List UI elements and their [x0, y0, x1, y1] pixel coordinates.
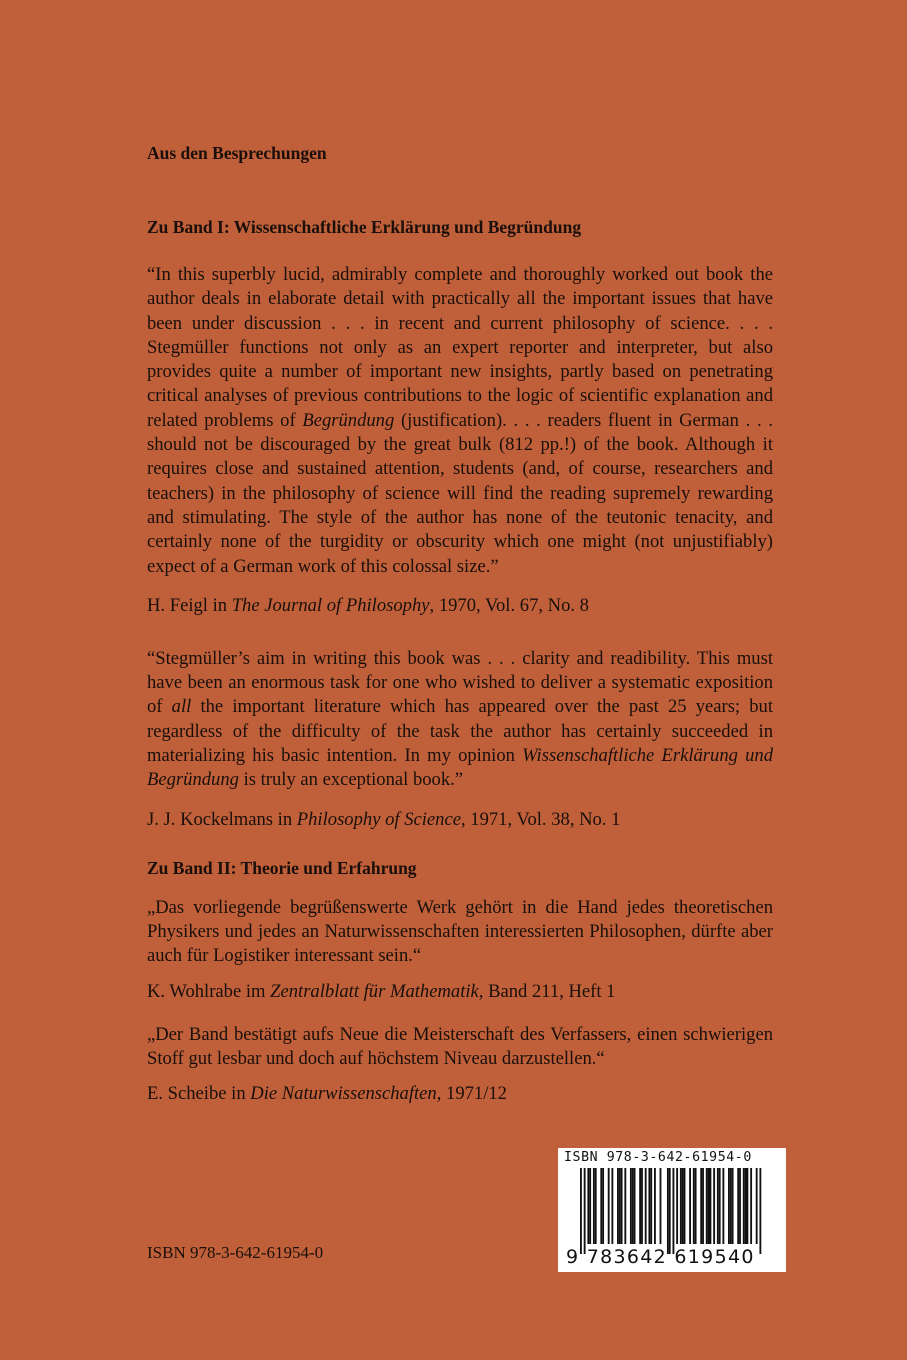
review-page	[147, 143, 773, 1106]
band2-review1-quote: „Das vorliegende begrüßenswerte Werk gehört in die Hand jedes theoretischen Physikers und jedes an Naturwissenschaften interessierten Philosophen, dürfte aber auch für Logistiker interessant sein.“	[147, 896, 773, 967]
band2-review1-citation: K. Wohlrabe im Zentralblatt für Mathematik, Band 211, Heft 1	[147, 980, 616, 1002]
band2-title: Zu Band II: Theorie und Erfahrung	[147, 857, 417, 878]
barcode-bar	[739, 1168, 741, 1244]
barcode-bar	[693, 1168, 695, 1244]
barcode-bar	[617, 1168, 619, 1244]
barcode-bar	[682, 1168, 684, 1244]
barcode-bar	[660, 1168, 662, 1244]
barcode-bar	[713, 1168, 715, 1244]
barcode-bar	[584, 1168, 586, 1254]
barcode-bar	[708, 1168, 710, 1244]
barcode-bar	[719, 1168, 721, 1244]
barcode-bar	[608, 1168, 610, 1244]
barcode-bar	[737, 1168, 739, 1244]
band1-title: Zu Band I: Wissenschaftliche Erklärung und Begründung	[147, 217, 582, 237]
band1-review1-citation: H. Feigl in The Journal of Philosophy, 1970, Vol. 67, No. 8	[147, 594, 589, 616]
barcode-bar	[624, 1168, 626, 1244]
page-heading: Aus den Besprechungen	[147, 143, 327, 163]
barcode-bar	[745, 1168, 747, 1244]
barcode-bar	[676, 1168, 678, 1244]
barcode-bar	[717, 1168, 719, 1244]
barcode-bar	[759, 1168, 761, 1254]
barcode-bar	[600, 1168, 602, 1244]
barcode-bar	[589, 1168, 591, 1244]
barcode-bar	[648, 1168, 650, 1244]
barcode-bar	[756, 1168, 758, 1244]
barcode-bar	[750, 1168, 752, 1244]
barcode-bar	[684, 1168, 686, 1244]
barcode-isbn-label: ISBN 978-3-642-61954-0	[564, 1150, 752, 1165]
barcode-bar	[669, 1168, 671, 1254]
barcode-bar	[732, 1168, 734, 1244]
barcode-bar	[595, 1168, 597, 1244]
barcode-bar	[580, 1168, 582, 1254]
barcode-bar	[630, 1168, 632, 1244]
barcode-bar	[650, 1168, 652, 1244]
barcode-bar	[722, 1168, 724, 1244]
barcode-bar	[634, 1168, 636, 1244]
barcode-bar	[730, 1168, 732, 1244]
barcode-bar	[667, 1168, 669, 1254]
barcode-bar	[611, 1168, 613, 1244]
barcode-bar	[702, 1168, 704, 1244]
barcode-bar	[645, 1168, 647, 1244]
barcode-bar	[641, 1168, 643, 1244]
barcode-bar	[747, 1168, 749, 1244]
barcode-bar	[706, 1168, 708, 1244]
band1-review2-citation: J. J. Kockelmans in Philosophy of Science, 1971, Vol. 38, No. 1	[147, 808, 621, 830]
barcode-bar	[639, 1168, 641, 1244]
barcode-bar	[695, 1168, 697, 1244]
barcode-bar	[621, 1168, 623, 1244]
barcode-bar	[587, 1168, 589, 1244]
barcode	[558, 1148, 786, 1272]
barcode-bar	[689, 1168, 691, 1244]
barcode-bar	[593, 1168, 595, 1244]
barcode-bar	[710, 1168, 712, 1244]
barcode-bar	[743, 1168, 745, 1244]
barcode-digits: 9 783642 619540	[566, 1246, 755, 1268]
band1-review1-quote: “In this superbly lucid, admirably complete and thoroughly worked out book the author deals in elaborate detail with practically all the important issues that have been under discussion . . . in recent and current philosophy of science. . . . Stegmüller functions not only as an expert reporter and interpreter, but also provides quite a number of important new insights, partly based on penetrating critical analyses of previous contributions to the logic of scientific explanation and related problems of Begründung (justification). . . . readers fluent in German . . . should not be discouraged by the great bulk (812 pp.!) of the book. Although it requires close and sustained attention, students (and, of course, researchers and teachers) in the philosophy of science will find the reading supremely rewarding and stimulating. The style of the author has none of the teutonic tenacity, and certainly none of the turgidity or obscurity which one might (not unjustifiably) expect of a German work of this colossal size.”	[147, 264, 773, 577]
barcode-bar	[602, 1168, 604, 1244]
barcode-bar	[673, 1168, 675, 1254]
band2-review2-citation: E. Scheibe in Die Naturwissenschaften, 1971/12	[147, 1083, 507, 1105]
barcode-bar	[654, 1168, 656, 1244]
band1-review2-quote: “Stegmüller’s aim in writing this book was . . . clarity and readibility. This must have been an enormous task for one who wished to deliver a systematic exposition of all the important literature which has appeared over the past 25 years; but regardless of the difficulty of the task the author has certainly succeeded in materializing his basic intention. In my opinion Wissenschaftliche Erklärung und Begründung is truly an exceptional book.”	[147, 647, 774, 791]
isbn-text: ISBN 978-3-642-61954-0	[147, 1243, 324, 1262]
barcode-bar	[632, 1168, 634, 1244]
barcode-bar	[680, 1168, 682, 1244]
band2-review2-quote: „Der Band bestätigt aufs Neue die Meisterschaft des Verfassers, einen schwierigen Stoff gut lesbar und doch auf höchstem Niveau darzustellen.“	[147, 1023, 773, 1069]
barcode-bar	[728, 1168, 730, 1244]
barcode-bar	[700, 1168, 702, 1244]
barcode-bar	[619, 1168, 621, 1244]
